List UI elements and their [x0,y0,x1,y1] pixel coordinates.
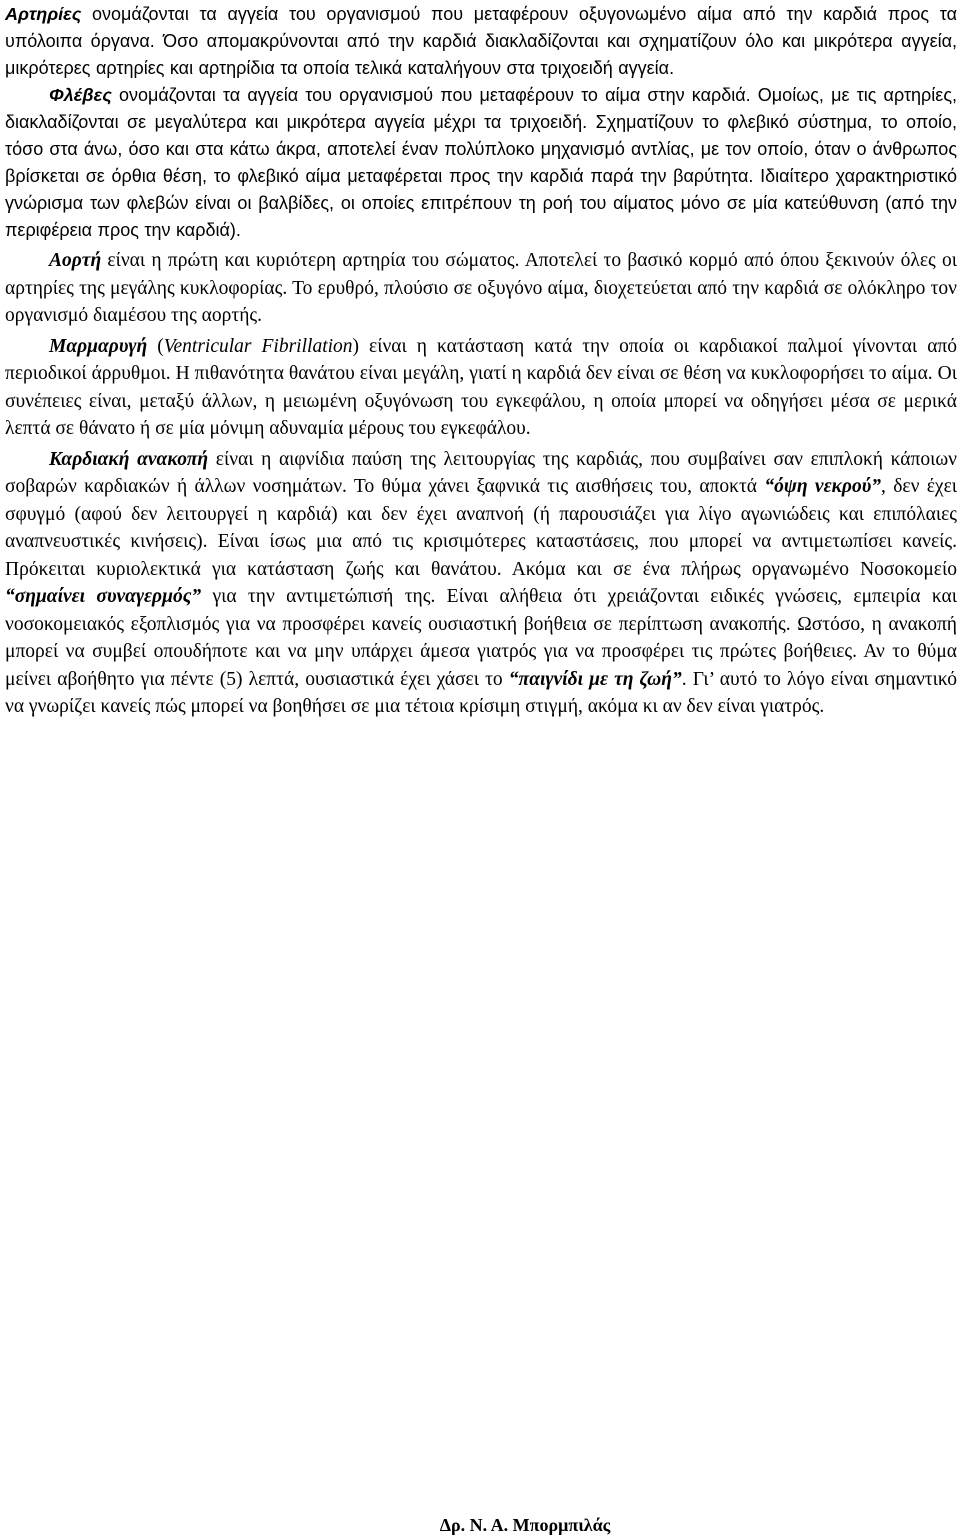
paragraph-arrest-text-4: . Γι’ αυτό το λόγο είναι σημαντικό να γνωρίζει κανείς πώς μπορεί να βοηθήσει σε μια τέτοια κρίσιμη στιγμή, ακόμα κι αν δεν είναι γιατρός. [5,668,958,717]
quote-game-of-life: “παιγνίδι με τη ζωή” [508,668,682,690]
document-page [5,0,957,721]
paragraph-arteries-text: ονομάζονται τα αγγεία του οργανισμού που μεταφέρουν οξυγονωμένο αίμα από την καρδιά προς τα υπόλοιπα όργανα. Όσο απομακρύνονται από την καρδιά διακλαδίζονται και σχηματίζουν όλο και μικρότερα αγγεία, μικρότερες αρτηρίες και αρτηρίδια τα οποία τελικά καταλήγουν στα τριχοειδή αγγεία. [5,4,957,78]
term-fibrillation: Μαρμαρυγή [49,335,148,357]
paragraph-fibrillation [5,333,957,443]
term-arteries: Αρτηρίες [5,4,82,24]
term-aorta: Αορτή [49,250,102,271]
paragraph-veins-text: ονομάζονται τα αγγεία του οργανισμού που μεταφέρουν το αίμα στην καρδιά. Ομοίως, με τις αρτηρίες, διακλαδίζονται σε μεγαλύτερα και μικρότερα αγγεία μέχρι τα τριχοειδή. Σχηματίζουν το φλεβικό σύστημα, το οποίο, τόσο στα άνω, όσο και στα κάτω άκρα, αποτελεί έναν πολύπλοκο μηχανισμό αντλίας, με τον οποίο, όταν ο άνθρωπος βρίσκεται σε όρθια θέση, το φλεβικό αίμα μεταφέρεται προς την καρδιά παρά την βαρύτητα. Ιδιαίτερο χαρακτηριστικό γνώρισμα των φλεβών είναι οι βαλβίδες, οι οποίες επιτρέπουν τη ροή του αίματος μόνο σε μία κατεύθυνση (από την περιφέρεια προς την καρδιά). [5,85,957,240]
paragraph-aorta [5,247,957,330]
paragraph-cardiac-arrest [5,446,957,721]
paragraph-arrest-text-2: , δεν έχει σφυγμό (αφού δεν λειτουργεί η καρδιά) και δεν έχει αναπνοή (ή παρουσιάζει για λίγο αγωνιώδεις και επιπόλαιες αναπνευστικές κινήσεις). Είναι ίσως μια από τις κρισιμότερες καταστάσεις, που μπορεί να αντιμετωπίσει κανείς. Πρόκειται κυριολεκτικά για κατάσταση ζωής και θανάτου. Ακόμα και σε ένα πλήρως οργανωμένο Νοσοκομείο [5,476,957,580]
paragraph-arteries [5,0,957,82]
paragraph-fibrillation-text: ) είναι η κατάσταση κατά την οποία οι καρδιακοί παλμοί γίνονται από περιοδικοί άρρυθμοι. Η πιθανότητα θανάτου είναι μεγάλη, γιατί η καρδιά δεν είναι σε θέση να κυκλοφορήσει το αίμα. Οι συνέπειες είναι, μεταξύ άλλων, η μειωμένη οξυγόνωση του εγκεφάλου, η οποία μπορεί να οδηγήσει μέσα σε μερικά λεπτά σε θάνατο ή σε μία μόνιμη αδυναμία μέρους του εγκεφάλου. [5,335,958,439]
term-veins: Φλέβες [49,85,112,105]
paragraph-fibrillation-open: ( [147,335,164,357]
quote-death-look: “όψη νεκρού” [764,476,881,497]
paragraph-arrest-text-3: για την αντιμετώπισή της. Είναι αλήθεια ότι χρειάζονται ειδικές γνώσεις, εμπειρία και νοσοκομειακός εξοπλισμός για να προσφέρει κανείς ουσιαστική βοήθεια σε περίπτωση ανακοπής. Ωστόσο, η ανακοπή μπορεί να συμβεί οπουδήποτε και να μην υπάρχει άμεσα γιατρός για να προσφέρει τις πρώτες βοήθειες. Αν το θύμα μείνει αβοήθητο για πέντε (5) λεπτά, ουσιαστικά έχει χάσει το [5,586,957,690]
paragraph-aorta-text: είναι η πρώτη και κυριότερη αρτηρία του σώματος. Αποτελεί το βασικό κορμό από όπου ξεκινούν όλες οι αρτηρίες της μεγάλης κυκλοφορίας. Το ερυθρό, πλούσιο σε οξυγόνο αίμα, διοχετεύεται από την καρδιά σε ολόκληρο τον οργανισμό διαμέσου της αορτής. [5,250,957,326]
quote-alarm: “σημαίνει συναγερμός” [5,586,202,607]
term-cardiac-arrest: Καρδιακή ανακοπή [49,448,209,470]
paragraph-arrest-text-1: είναι η αιφνίδια παύση της λειτουργίας της καρδιάς, που συμβαίνει σαν επιπλοκή κάποιων σοβαρών καρδιακών ή άλλων νοσημάτων. Το θύμα χάνει ξαφνικά τις αισθήσεις του, αποκτά [5,448,957,497]
page-footer-author: Δρ. Ν. Α. Μπορμπιλάς [439,1515,611,1535]
paragraph-veins [5,82,957,244]
term-fibrillation-english: Ventricular Fibrillation [163,335,353,357]
